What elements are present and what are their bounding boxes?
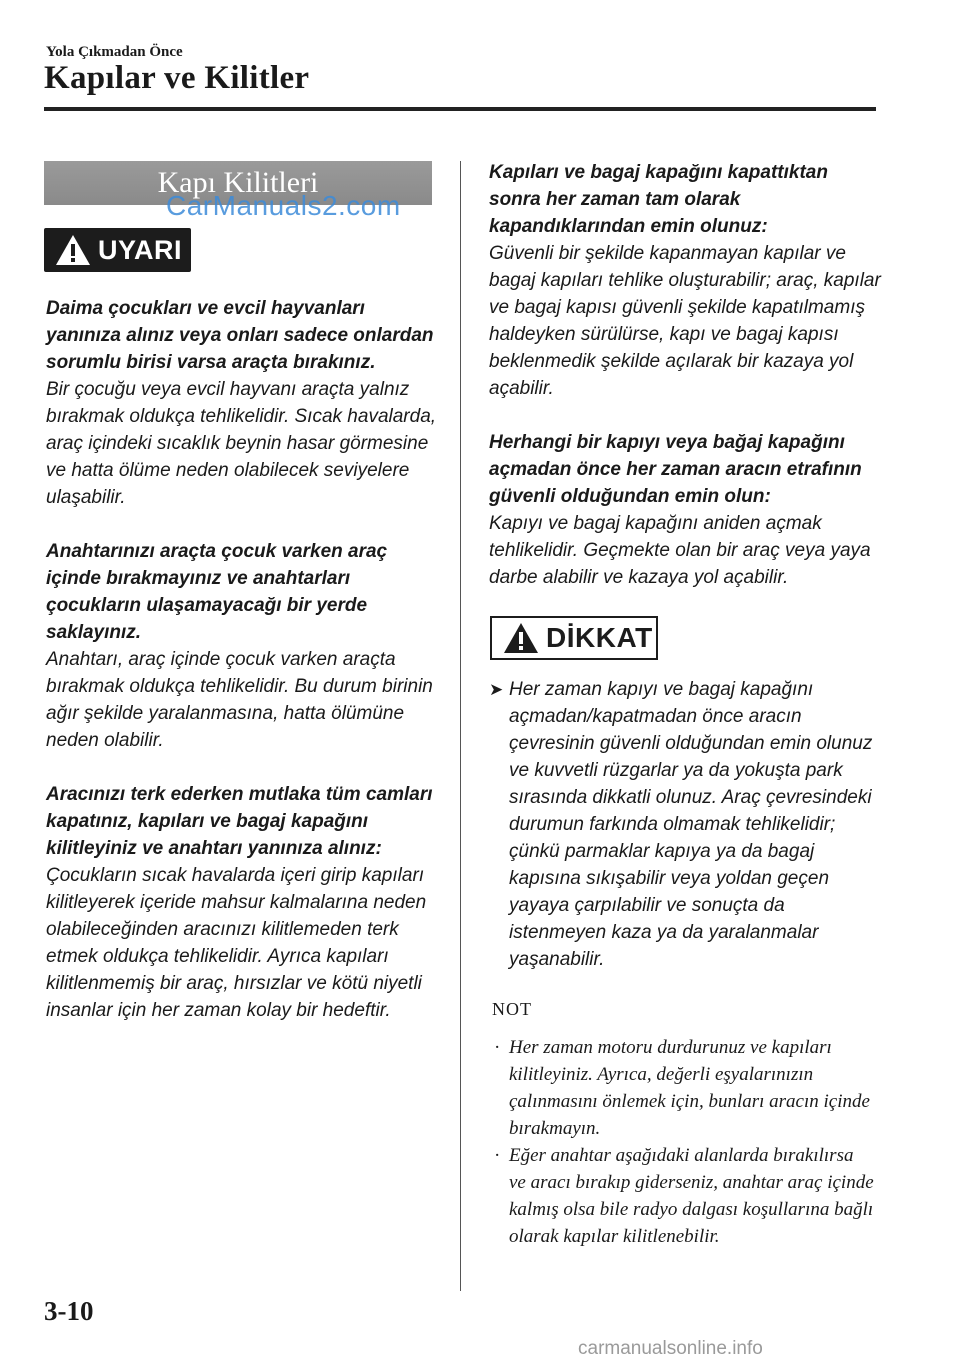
- warning-heading-3: Aracınızı terk ederken mutlaka tüm camları kapatınız, kapıları ve bagaj kapağını kilitleyiniz ve anahtarı yanınıza alınız:: [46, 784, 433, 859]
- page-title: Kapılar ve Kilitler: [44, 60, 310, 96]
- warning-left-column: [46, 295, 438, 1024]
- warning-triangle-icon: [54, 233, 92, 267]
- caution-text-1: Her zaman kapıyı ve bagaj kapağını açmadan/kapatmadan önce aracın çevresinin güvenli olduğundan emin olunuz ve kuvvetli rüzgarlar ya da yokuşta park sırasında dikkatli olunuz. Araç çevresindeki durumun farkında olmamak tehlikelidir; çünkü parmaklar kapıya ya da bagaj kapısına sıkışabilir veya yoldan geçen yayaya çarpılabilir ve sonuçta da istenmeyen kaza ya da yaralanmalar yaşanabilir.: [509, 679, 873, 970]
- note-text-2: Eğer anahtar aşağıdaki alanlarda bırakılırsa ve aracı bırakıp giderseniz, anahtar araç içinde kalmış olsa bile radyo dalgası koşullarına bağlı olarak kapılar kilitlenebilir.: [509, 1145, 874, 1247]
- list-item: [489, 676, 881, 973]
- caution-list: [489, 676, 881, 973]
- watermark-top: CarManuals2.com: [166, 190, 401, 221]
- bullet-dot-icon: ·: [494, 1145, 501, 1166]
- caution-triangle-icon: [502, 621, 540, 655]
- bullet-dot-icon: ·: [494, 1037, 501, 1058]
- warning-heading-4: Kapıları ve bagaj kapağını kapattıktan sonra her zaman tam olarak kapandıklarından emin olunuz:: [489, 162, 828, 237]
- warning-heading-1: Daima çocukları ve evcil hayvanları yanınıza alınız veya onları sadece onlardan sorumlu birisi varsa araçta bırakınız.: [46, 298, 434, 373]
- header-divider: [44, 107, 876, 111]
- note-title: NOT: [492, 999, 532, 1019]
- section-title: Kapı Kilitleri: [44, 161, 432, 205]
- warning-text-3: Çocukların sıcak havalarda içeri girip kapıları kilitleyerek içeride mahsur kalmalarına neden olabileceğinden aracınızı kilitlemeden terk etmek oldukça tehlikelidir. Ayrıca kapıları kilitlenmemiş bir araç, hırsızlar ve kötü niyetli insanlar için her zaman kolay bir hedeftir.: [46, 865, 427, 1021]
- warning-text-4: Güvenli bir şekilde kapanmayan kapılar ve bagaj kapıları tehlike oluşturabilir; araç, kapılar ve bagaj kapısı güvenli şekilde kapatılmamış haldeyken sürülürse, kapı ve bagaj kapısı beklenmedik şekilde açılarak bir kazaya yol açabilir.: [489, 243, 881, 399]
- column-divider: [460, 161, 461, 1291]
- arrow-bullet-icon: ➤: [489, 680, 504, 699]
- warning-badge: [44, 228, 191, 272]
- list-item: [494, 1034, 874, 1142]
- warning-heading-2: Anahtarınızı araçta çocuk varken araç içinde bırakmayınız ve anahtarları çocukların ulaşamayacağı bir yerde saklayınız.: [46, 541, 388, 643]
- page-number: 3-10: [44, 1296, 94, 1326]
- caution-badge: [490, 616, 658, 660]
- warning-text-2: Anahtarı, araç içinde çocuk varken araçta bırakmak oldukça tehlikelidir. Bu durum birinin ağır şekilde yaralanmasına, hatta ölümüne neden olabilir.: [46, 649, 433, 751]
- warning-text-5: Kapıyı ve bagaj kapağını aniden açmak tehlikelidir. Geçmekte olan bir araç veya yaya darbe alabilir ve kazaya yol açabilir.: [489, 513, 871, 588]
- chapter-kicker: Yola Çıkmadan Önce: [46, 44, 183, 60]
- note-text-1: Her zaman motoru durdurunuz ve kapıları kilitleyiniz. Ayrıca, değerli eşyalarınızın çalınmasını önlemek için, bunları aracın içinde bırakmayın.: [509, 1037, 870, 1139]
- list-item: [494, 1142, 874, 1250]
- warning-right-column: [489, 159, 881, 591]
- caution-label: DİKKAT: [546, 622, 653, 653]
- note-list: [494, 1034, 874, 1250]
- warning-heading-5: Herhangi bir kapıyı veya bağaj kapağını açmadan önce her zaman aracın etrafının güvenli olduğundan emin olun:: [489, 432, 862, 507]
- watermark-bottom: carmanualsonline.info: [578, 1338, 763, 1359]
- warning-label: UYARI: [98, 234, 183, 265]
- warning-text-1: Bir çocuğu veya evcil hayvanı araçta yalnız bırakmak oldukça tehlikelidir. Sıcak havalarda, araç içindeki sıcaklık beynin hasar görmesine ve hatta ölüme neden olabilecek seviyelere ulaşabilir.: [46, 379, 437, 508]
